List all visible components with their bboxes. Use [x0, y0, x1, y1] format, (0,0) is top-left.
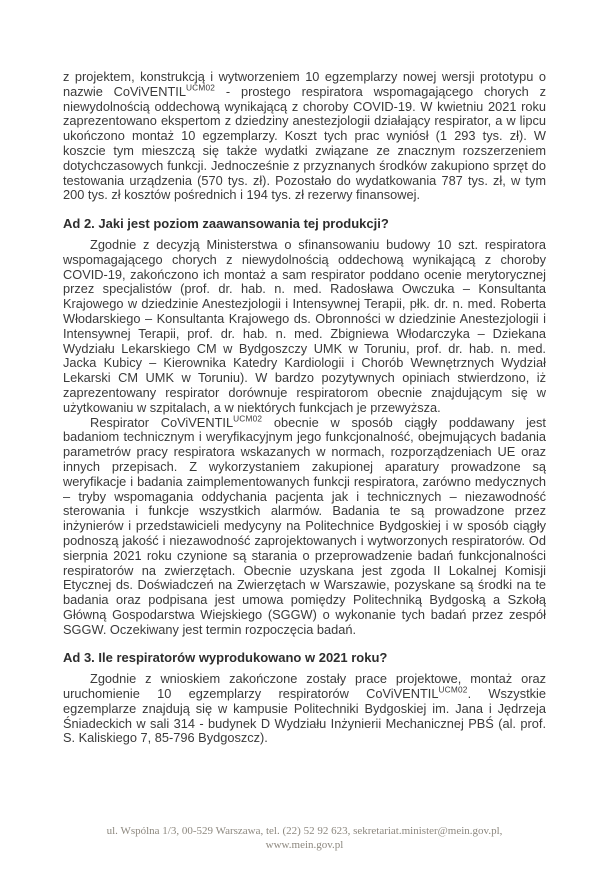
section-heading: Ad 3. Ile respiratorów wyprodukowano w 2021 roku?	[63, 650, 388, 666]
section-heading: Ad 2. Jaki jest poziom zaawansowania tej produkcji?	[63, 216, 389, 232]
superscript-model-code: UCM02	[185, 82, 216, 93]
document-body	[63, 70, 546, 746]
paragraph: z projektem, konstrukcją i wytworzeniem 10 egzemplarzy nowej wersji prototypu o nazwie CoViVENTIL$^{UCM02}$ - prostego respiratora wspomagającego chorych z niewydolnością oddechową wynikającą z choroby COVID-19. W kwietniu 2021 roku zaprezentowano ekspertom z dziedziny anestezjologii działający respirator, a w lipcu ukończono montaż 10 egzemplarzy. Koszt tych prac wyniósł (1 293 tys. zł). W koszcie tym mieszczą się także wydatki związane ze znacznym rozszerzeniem dotychczasowych funkcji. Jednocześnie z przyznanych środków zakupiono sprzęt do testowania urządzenia (570 tys. zł). Pozostało do wydatkowania 787 tys. zł, w tym 200 tys. zł kosztów pośrednich i 194 tys. zł rezerwy finansowej.	[63, 69, 546, 203]
footer-address-line: ul. Wspólna 1/3, 00-529 Warszawa, tel. (22) 52 92 623, sekretariat.minister@mein.gov.pl,	[106, 825, 503, 837]
page-footer	[0, 824, 609, 852]
superscript-model-code: UCM02	[438, 684, 468, 695]
superscript-model-code: UCM02	[233, 413, 263, 424]
paragraph: Zgodnie z wnioskiem zakończone zostały prace projektowe, montaż oraz uruchomienie 10 egzemplarzy respiratorów CoViVENTIL$^{UCM02}$. Wszystkie egzemplarze znajdują się w kampusie Politechniki Bydgoskiej im. Jana i Jędrzeja Śniadeckich w sali 314 - budynek D Wydziału Inżynierii Mechanicznej PBŚ (al. prof. S. Kaliskiego 7, 85-796 Bydgoszcz).	[63, 671, 546, 746]
footer-website: www.mein.gov.pl	[265, 839, 344, 851]
paragraph: Zgodnie z decyzją Ministerstwa o sfinansowaniu budowy 10 szt. respiratora wspomagającego chorych z niewydolnością oddechową wynikającą z choroby COVID-19, zakończono ich montaż a sam respirator poddano ocenie merytorycznej przez specjalistów (prof. dr. hab. n. med. Radosława Owczuka – Konsultanta Krajowego w dziedzinie Anestezjologii i Intensywnej Terapii, płk. dr. n. med. Roberta Włodarskiego – Konsultanta Krajowego ds. Obronności w dziedzinie Anestezjologii i Intensywnej Terapii, prof. dr. hab. n. med. Zbigniewa Włodarczyka – Dziekana Wydziału Lekarskiego CM w Bydgoszczy UMK w Toruniu, prof. dr. hab. n. med. Jacka Kubicy – Kierownika Katedry Kardiologii i Chorób Wewnętrznych Wydział Lekarski CM UMK w Toruniu). W bardzo pozytywnych opiniach stwierdzono, iż zaprezentowany respirator dorównuje respiratorom obecnie znajdującym się w użytkowaniu w szpitalach, a w niektórych funkcjach je przewyższa.	[63, 236, 546, 415]
paragraph: Respirator CoViVENTIL$^{UCM02}$ obecnie w sposób ciągły poddawany jest badaniom technicznym i weryfikacyjnym jego funkcjonalność, obejmujących badania parametrów pracy respiratora wskazanych w normach, rozporządzeniach UE oraz innych przepisach. Z wykorzystaniem zakupionej aparatury prowadzone są weryfikacje i badania zaimplementowanych funkcji respiratora, zarówno medycznych – tryby wspomagania oddychania pacjenta jak i technicznych – niezawodność sterowania i funkcje wszystkich alarmów. Badania te są prowadzone przez inżynierów i przedstawicieli medycyny na Politechnice Bydgoskiej i w sposób ciągły podnoszą jakość i niezawodność zaprojektowanych i wytworzonych respiratorów. Od sierpnia 2021 roku czynione są starania o przeprowadzenie badań funkcjonalności respiratorów na zwierzętach. Obecnie uzyskana jest zgoda II Lokalnej Komisji Etycznej ds. Doświadczeń na Zwierzętach w Warszawie, pozyskane są środki na te badania oraz podpisana jest umowa pomiędzy Politechniką Bydgoską a Szkołą Główną Gospodarstwa Wiejskiego (SGGW) o wykonanie tych badań przez zespół SGGW. Oczekiwany jest termin rozpoczęcia badań.	[63, 413, 546, 637]
